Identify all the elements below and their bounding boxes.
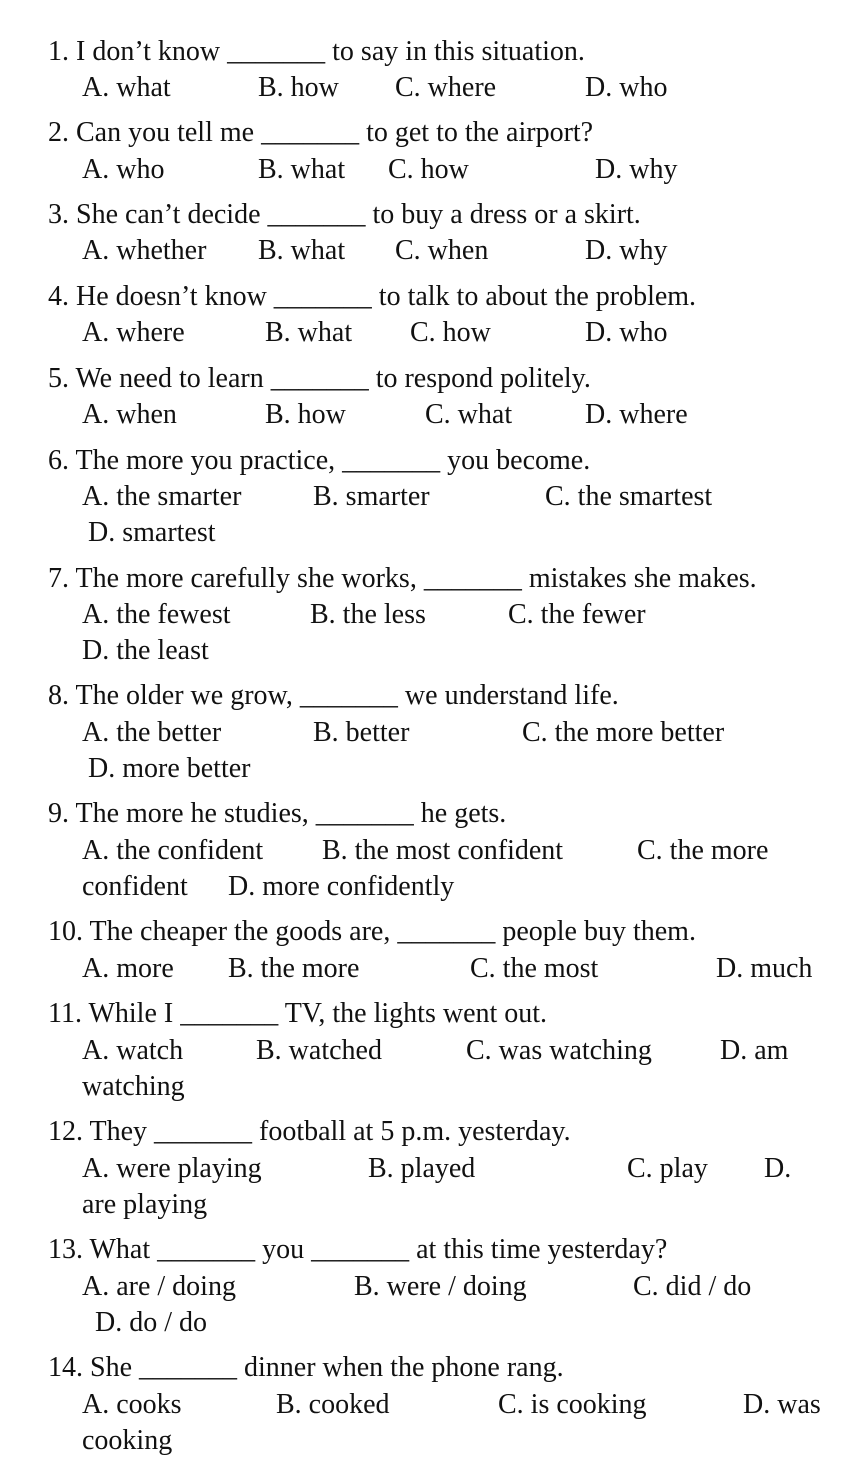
question-13-option-c: C. did / do (633, 1271, 752, 1302)
question-11-option-c: C. was watching (466, 1035, 652, 1066)
question-1-stem: 1. I don’t know _______ to say in this situation. (48, 36, 585, 67)
question-2-option-d: D. why (595, 154, 678, 185)
question-14-option-d: D. was (743, 1389, 821, 1420)
question-10-stem: 10. The cheaper the goods are, _______ people buy them. (48, 916, 696, 947)
question-3-option-d: D. why (585, 235, 668, 266)
question-13-stem: 13. What _______ you _______ at this time yesterday? (48, 1234, 668, 1265)
question-11-option-d: D. am (720, 1035, 789, 1066)
question-8-option-a: A. the better (82, 717, 222, 748)
question-3-option-a: A. whether (82, 235, 207, 266)
question-12-option-d: D. (764, 1153, 792, 1184)
question-10-option-b: B. the more (228, 953, 360, 984)
question-4-option-c: C. how (410, 317, 491, 348)
question-8-option-c: C. the more better (522, 717, 725, 748)
question-6-option-c: C. the smartest (545, 481, 713, 512)
question-8-option-d: D. more better (88, 753, 251, 784)
question-7-stem: 7. The more carefully she works, _______ mistakes she makes. (48, 563, 757, 594)
question-4-option-d: D. who (585, 317, 668, 348)
question-11-option-d-cont: watching (82, 1071, 185, 1102)
question-9-option-c-cont: confident (82, 871, 188, 902)
question-8-stem: 8. The older we grow, _______ we understand life. (48, 680, 619, 711)
question-5-option-b: B. how (265, 399, 346, 430)
question-14-option-a: A. cooks (82, 1389, 182, 1420)
question-11-option-b: B. watched (256, 1035, 382, 1066)
question-5-stem: 5. We need to learn _______ to respond politely. (48, 363, 591, 394)
question-14-option-b: B. cooked (276, 1389, 390, 1420)
question-11-option-a: A. watch (82, 1035, 184, 1066)
question-12-option-a: A. were playing (82, 1153, 262, 1184)
question-1-option-a: A. what (82, 72, 171, 103)
question-3-stem: 3. She can’t decide _______ to buy a dress or a skirt. (48, 199, 641, 230)
question-12-option-d-cont: are playing (82, 1189, 208, 1220)
question-3-option-c: C. when (395, 235, 489, 266)
question-6-option-b: B. smarter (313, 481, 430, 512)
question-5-option-c: C. what (425, 399, 513, 430)
question-14-stem: 14. She _______ dinner when the phone rang. (48, 1352, 564, 1383)
question-10-option-d: D. much (716, 953, 813, 984)
question-13-option-d: D. do / do (95, 1307, 207, 1338)
question-9-option-d: D. more confidently (228, 871, 455, 902)
question-12-option-b: B. played (368, 1153, 476, 1184)
question-2-stem: 2. Can you tell me _______ to get to the airport? (48, 117, 594, 148)
question-10-option-c: C. the most (470, 953, 599, 984)
question-6-stem: 6. The more you practice, _______ you become. (48, 445, 591, 476)
question-13-option-a: A. are / doing (82, 1271, 236, 1302)
question-12-stem: 12. They _______ football at 5 p.m. yesterday. (48, 1116, 571, 1147)
question-9-option-b: B. the most confident (322, 835, 564, 866)
question-12-option-c: C. play (627, 1153, 708, 1184)
question-7-option-d: D. the least (82, 635, 209, 666)
question-8-option-b: B. better (313, 717, 410, 748)
question-2-option-c: C. how (388, 154, 469, 185)
question-14-option-d-cont: cooking (82, 1425, 173, 1456)
question-1-option-b: B. how (258, 72, 339, 103)
question-1-option-d: D. who (585, 72, 668, 103)
question-5-option-a: A. when (82, 399, 177, 430)
question-7-option-c: C. the fewer (508, 599, 646, 630)
question-14-option-c: C. is cooking (498, 1389, 647, 1420)
question-7-option-b: B. the less (310, 599, 426, 630)
question-7-option-a: A. the fewest (82, 599, 231, 630)
question-4-stem: 4. He doesn’t know _______ to talk to about the problem. (48, 281, 697, 312)
question-9-stem: 9. The more he studies, _______ he gets. (48, 798, 507, 829)
question-1-option-c: C. where (395, 72, 497, 103)
question-10-option-a: A. more (82, 953, 174, 984)
question-2-option-b: B. what (258, 154, 346, 185)
question-2-option-a: A. who (82, 154, 165, 185)
question-3-option-b: B. what (258, 235, 346, 266)
question-9-option-a: A. the confident (82, 835, 264, 866)
question-9-option-c: C. the more (637, 835, 769, 866)
question-5-option-d: D. where (585, 399, 688, 430)
question-4-option-b: B. what (265, 317, 353, 348)
question-6-option-a: A. the smarter (82, 481, 242, 512)
question-13-option-b: B. were / doing (354, 1271, 527, 1302)
question-6-option-d: D. smartest (88, 517, 216, 548)
question-11-stem: 11. While I _______ TV, the lights went out. (48, 998, 548, 1029)
question-4-option-a: A. where (82, 317, 185, 348)
